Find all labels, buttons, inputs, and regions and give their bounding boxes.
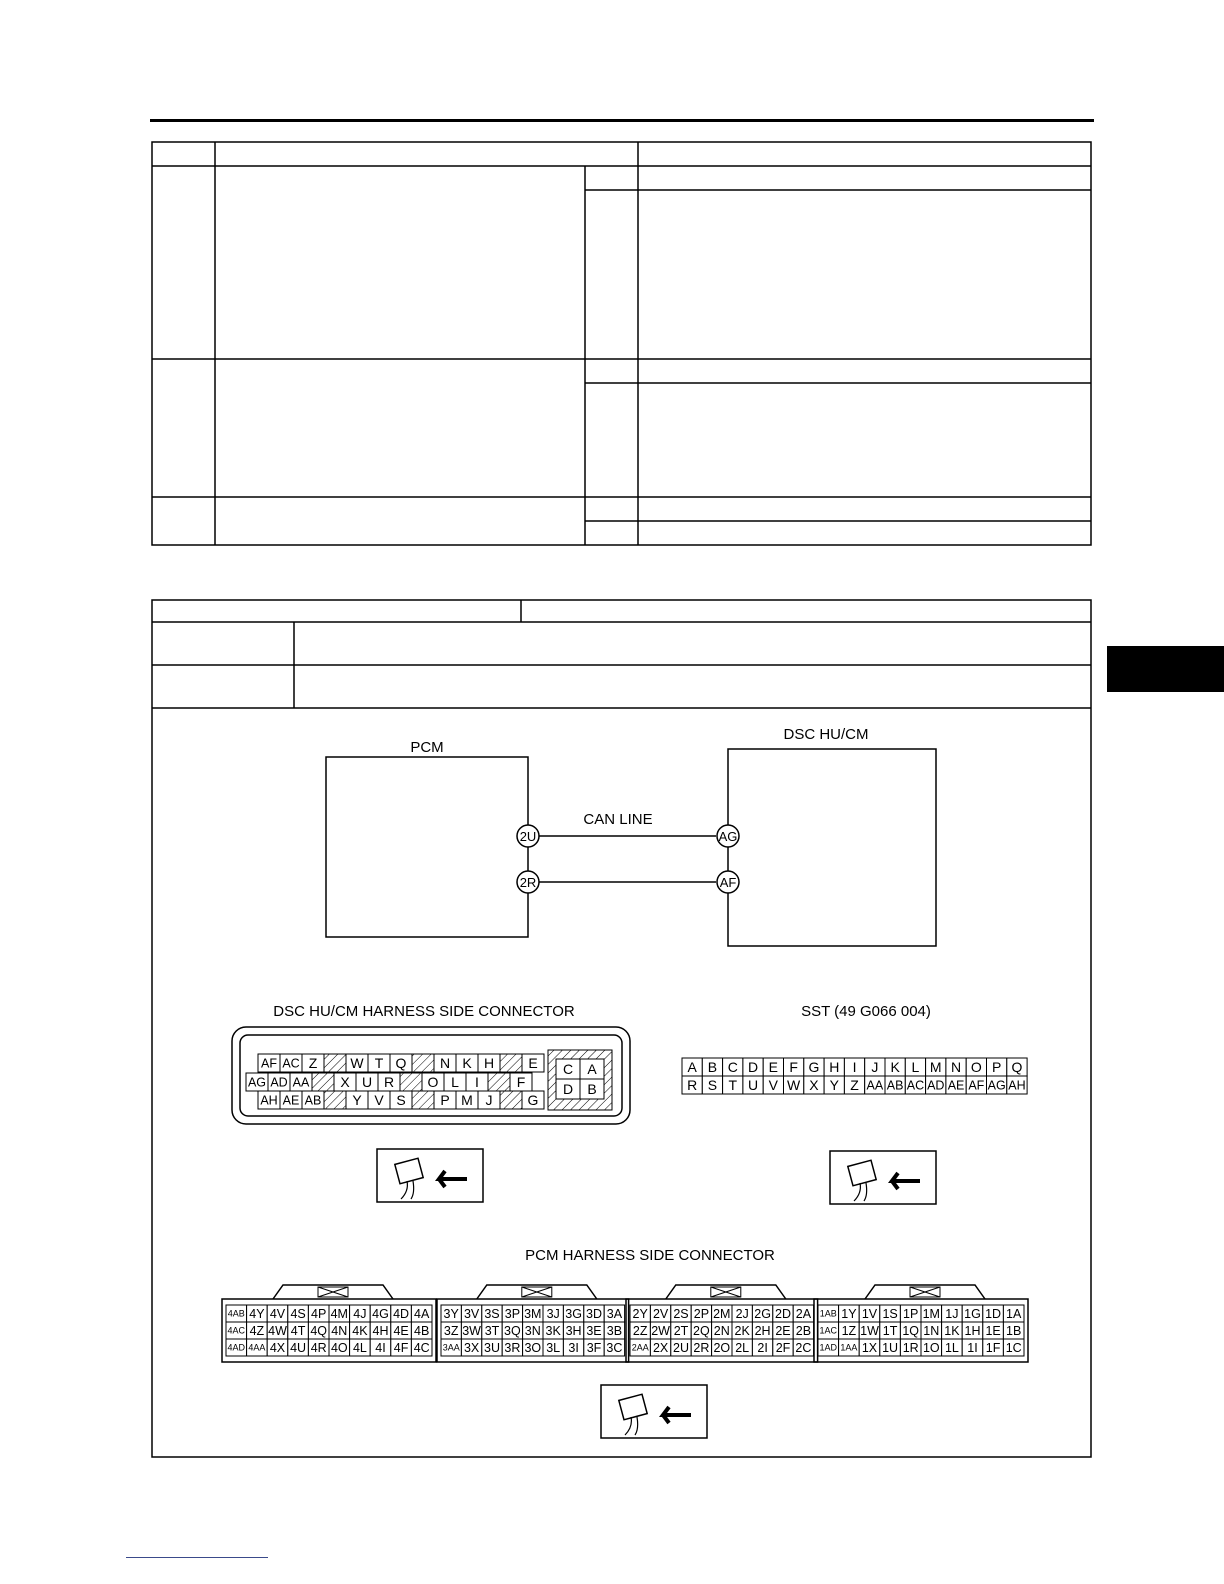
pcm-pin-1i: 1I bbox=[967, 1341, 978, 1355]
pcm-pin-2w: 2W bbox=[651, 1324, 670, 1338]
pcm-pin-1g: 1G bbox=[964, 1307, 981, 1321]
dsc-pin-n: N bbox=[439, 1055, 451, 1072]
sst-pin-ag: AG bbox=[987, 1078, 1006, 1093]
dsc-pin-w: W bbox=[350, 1055, 364, 1072]
pcm-pin-3d: 3D bbox=[586, 1307, 602, 1321]
sst-pin-b: B bbox=[707, 1059, 718, 1076]
can-line-label: CAN LINE bbox=[583, 811, 653, 828]
pcm-pin-2u: 2U bbox=[673, 1341, 689, 1355]
pcm-pin-2r: 2R bbox=[519, 875, 537, 890]
pcm-pin-3r: 3R bbox=[504, 1341, 521, 1355]
sst-pin-f: F bbox=[789, 1059, 798, 1076]
pcm-pin-2b: 2B bbox=[795, 1324, 812, 1338]
pcm-pin-2l: 2L bbox=[735, 1341, 750, 1355]
dsc-pin-l: L bbox=[451, 1074, 459, 1091]
sst-pin-y: Y bbox=[829, 1077, 839, 1094]
pcm-pin-1ab: 1AB bbox=[819, 1308, 837, 1319]
pcm-pin-3z: 3Z bbox=[443, 1324, 459, 1338]
pcm-pin-2x: 2X bbox=[652, 1341, 669, 1355]
pcm-pin-1u: 1U bbox=[882, 1341, 899, 1355]
pcm-pin-1o: 1O bbox=[922, 1341, 940, 1355]
pcm-pin-1f: 1F bbox=[985, 1341, 1001, 1355]
sst-pin-u: U bbox=[747, 1077, 759, 1094]
pcm-pin-4ab: 4AB bbox=[227, 1308, 245, 1319]
sst-pin-j: J bbox=[871, 1059, 879, 1076]
pcm-pin-4y: 4Y bbox=[249, 1307, 265, 1321]
dsc-pin-e: E bbox=[528, 1055, 538, 1072]
pcm-pin-3l: 3L bbox=[546, 1341, 561, 1355]
pcm-pin-4p: 4P bbox=[311, 1307, 327, 1321]
pcm-pin-4u: 4U bbox=[290, 1341, 307, 1355]
pcm-pin-2i: 2I bbox=[757, 1341, 768, 1355]
pcm-pin-1h: 1H bbox=[964, 1324, 981, 1338]
sst-pin-v: V bbox=[768, 1077, 779, 1094]
pcm-pin-4s: 4S bbox=[290, 1307, 306, 1321]
pcm-pin-1e: 1E bbox=[985, 1324, 1001, 1338]
dsc-pin-d: D bbox=[562, 1081, 574, 1098]
pcm-pin-3m: 3M bbox=[524, 1307, 542, 1321]
dsc-pin-aa: AA bbox=[292, 1075, 310, 1090]
pcm-view-box bbox=[601, 1385, 707, 1438]
pcm-pin-4a: 4A bbox=[414, 1307, 430, 1321]
pcm-pin-2s: 2S bbox=[673, 1307, 689, 1321]
pcm-pin-2u: 2U bbox=[519, 829, 537, 844]
sst-pin-r: R bbox=[687, 1077, 698, 1094]
sst-pin-g: G bbox=[808, 1059, 820, 1076]
pcm-pin-2f: 2F bbox=[775, 1341, 791, 1355]
pcm-pin-4z: 4Z bbox=[249, 1324, 265, 1338]
dsc-view-box bbox=[377, 1149, 483, 1202]
pcm-pin-1s: 1S bbox=[882, 1307, 898, 1321]
pcm-pin-3v: 3V bbox=[463, 1307, 480, 1321]
sst-pin-h: H bbox=[829, 1059, 840, 1076]
sst-pin-p: P bbox=[991, 1059, 1002, 1076]
pcm-pin-3g: 3G bbox=[565, 1307, 582, 1321]
sst-pin-ad: AD bbox=[927, 1078, 945, 1093]
pcm-pin-4v: 4V bbox=[269, 1307, 286, 1321]
connector-view-icon bbox=[848, 1160, 920, 1201]
pcm-pin-1b: 1B bbox=[1006, 1324, 1022, 1338]
dsc-connector-pins bbox=[246, 1050, 612, 1110]
pcm-pin-1k: 1K bbox=[944, 1324, 960, 1338]
pcm-pin-1ac: 1AC bbox=[819, 1325, 838, 1336]
dsc-pin-p: P bbox=[440, 1092, 450, 1109]
pcm-connector-title: PCM HARNESS SIDE CONNECTOR bbox=[525, 1247, 775, 1264]
pcm-pin-4ad: 4AD bbox=[227, 1342, 246, 1353]
pcm-pin-1aa: 1AA bbox=[840, 1342, 858, 1353]
sst-pin-l: L bbox=[911, 1059, 920, 1076]
pcm-pin-3i: 3I bbox=[568, 1341, 579, 1355]
pcm-pin-2h: 2H bbox=[754, 1324, 771, 1338]
pcm-pin-4m: 4M bbox=[330, 1307, 348, 1321]
pcm-pin-2a: 2A bbox=[795, 1307, 812, 1321]
sst-pin-aa: AA bbox=[866, 1078, 884, 1093]
pcm-pin-3x: 3X bbox=[463, 1341, 480, 1355]
pcm-pin-1z: 1Z bbox=[841, 1324, 857, 1338]
dsc-pin-q: Q bbox=[395, 1055, 407, 1072]
pcm-pin-1q: 1Q bbox=[902, 1324, 920, 1338]
pcm-pin-2v: 2V bbox=[652, 1307, 669, 1321]
pcm-pin-4t: 4T bbox=[290, 1324, 306, 1338]
sst-pin-a: A bbox=[687, 1059, 697, 1076]
dsc-pin-z: Z bbox=[308, 1055, 318, 1072]
dsc-pin-x: X bbox=[340, 1074, 350, 1091]
pcm-pin-2o: 2O bbox=[713, 1341, 731, 1355]
dsc-pin-af: AF bbox=[719, 875, 737, 890]
pcm-pin-2z: 2Z bbox=[632, 1324, 648, 1338]
pcm-pin-3j: 3J bbox=[546, 1307, 560, 1321]
dsc-pin-a: A bbox=[587, 1061, 597, 1078]
pcm-pin-3c: 3C bbox=[606, 1341, 623, 1355]
pcm-pin-3aa: 3AA bbox=[442, 1342, 460, 1353]
pcm-pin-1d: 1D bbox=[985, 1307, 1002, 1321]
pcm-pin-4q: 4Q bbox=[310, 1324, 328, 1338]
pcm-pin-4b: 4B bbox=[414, 1324, 430, 1338]
sst-pin-ah: AH bbox=[1008, 1078, 1026, 1093]
pcm-pin-4d: 4D bbox=[393, 1307, 410, 1321]
dsc-pin-g: G bbox=[527, 1092, 539, 1109]
sst-pin-d: D bbox=[747, 1059, 759, 1076]
pcm-pin-4l: 4L bbox=[352, 1341, 367, 1355]
dsc-pin-ag: AG bbox=[718, 829, 738, 844]
pcm-pin-4ac: 4AC bbox=[227, 1325, 246, 1336]
sst-pin-z: Z bbox=[850, 1077, 859, 1094]
sst-title: SST (49 G066 004) bbox=[801, 1003, 931, 1020]
sst-pin-t: T bbox=[728, 1077, 738, 1094]
pcm-pin-3f: 3F bbox=[586, 1341, 602, 1355]
dsc-pin-ac: AC bbox=[282, 1056, 300, 1071]
sst-pin-c: C bbox=[727, 1059, 738, 1076]
pcm-pin-1r: 1R bbox=[902, 1341, 919, 1355]
pcm-pin-3e: 3E bbox=[586, 1324, 602, 1338]
sst-pin-e: E bbox=[768, 1059, 779, 1076]
sst-pin-ab: AB bbox=[886, 1078, 904, 1093]
dsc-pin-ad: AD bbox=[270, 1075, 288, 1090]
pcm-pin-2j: 2J bbox=[735, 1307, 749, 1321]
pcm-pin-2d: 2D bbox=[775, 1307, 791, 1321]
pcm-pin-2aa: 2AA bbox=[631, 1342, 649, 1353]
dsc-pin-k: K bbox=[462, 1055, 472, 1072]
pcm-pin-4f: 4F bbox=[393, 1341, 409, 1355]
pcm-pin-2q: 2Q bbox=[693, 1324, 710, 1338]
pcm-title: PCM bbox=[410, 739, 444, 756]
pcm-pin-4e: 4E bbox=[393, 1324, 409, 1338]
pcm-pin-1m: 1M bbox=[922, 1307, 940, 1321]
dsc-pin-ab: AB bbox=[304, 1093, 322, 1108]
pcm-pin-3u: 3U bbox=[484, 1341, 500, 1355]
pcm-pin-4c: 4C bbox=[413, 1341, 430, 1355]
dsc-pin-t: T bbox=[374, 1055, 384, 1072]
dsc-pin-j: J bbox=[485, 1092, 493, 1109]
pcm-pin-2t: 2T bbox=[673, 1324, 689, 1338]
sst-pin-s: S bbox=[707, 1077, 718, 1094]
pcm-pin-2e: 2E bbox=[775, 1324, 791, 1338]
pcm-pin-2r: 2R bbox=[693, 1341, 710, 1355]
pcm-pin-3s: 3S bbox=[484, 1307, 500, 1321]
sst-pin-q: Q bbox=[1011, 1059, 1023, 1076]
dsc-pin-u: U bbox=[361, 1074, 373, 1091]
pcm-pin-1l: 1L bbox=[944, 1341, 959, 1355]
sst-pin-m: M bbox=[929, 1059, 942, 1076]
sst-pins bbox=[682, 1058, 1027, 1094]
dsc-pin-b: B bbox=[587, 1081, 597, 1098]
sst-pin-k: K bbox=[890, 1059, 900, 1076]
pcm-pin-4o: 4O bbox=[330, 1341, 348, 1355]
pcm-pin-1n: 1N bbox=[923, 1324, 940, 1338]
dsc-pin-af: AF bbox=[261, 1056, 277, 1071]
dsc-pin-h: H bbox=[483, 1055, 495, 1072]
pcm-pin-2k: 2K bbox=[734, 1324, 750, 1338]
sst-pin-ae: AE bbox=[947, 1078, 965, 1093]
sst-pin-ac: AC bbox=[906, 1078, 925, 1093]
sst-pin-i: I bbox=[852, 1059, 857, 1076]
dsc-pin-r: R bbox=[383, 1074, 395, 1091]
pcm-pin-1t: 1T bbox=[882, 1324, 898, 1338]
pcm-pin-3w: 3W bbox=[462, 1324, 481, 1338]
pcm-pin-3h: 3H bbox=[565, 1324, 582, 1338]
pcm-pin-1c: 1C bbox=[1005, 1341, 1022, 1355]
pcm-pin-1ad: 1AD bbox=[819, 1342, 838, 1353]
dsc-title: DSC HU/CM bbox=[783, 726, 869, 743]
pcm-connector-pins bbox=[222, 1285, 1028, 1362]
dsc-pin-f: F bbox=[516, 1074, 526, 1091]
pcm-pin-2n: 2N bbox=[713, 1324, 730, 1338]
pcm-pin-3p: 3P bbox=[504, 1307, 521, 1321]
connector-view-icon bbox=[395, 1158, 467, 1199]
dsc-pin-ah: AH bbox=[260, 1093, 278, 1108]
pcm-pin-4r: 4R bbox=[310, 1341, 327, 1355]
pcm-pin-4x: 4X bbox=[269, 1341, 286, 1355]
pcm-pin-4h: 4H bbox=[372, 1324, 389, 1338]
pcm-pin-1w: 1W bbox=[860, 1324, 879, 1338]
pcm-pin-3n: 3N bbox=[524, 1324, 541, 1338]
dsc-pin-c: C bbox=[562, 1061, 574, 1078]
sst-pin-x: X bbox=[809, 1077, 819, 1094]
pcm-pin-2c: 2C bbox=[795, 1341, 812, 1355]
sst-pin-o: O bbox=[970, 1059, 982, 1076]
sst-pin-w: W bbox=[787, 1077, 801, 1094]
pcm-pin-3a: 3A bbox=[606, 1307, 623, 1321]
pcm-pin-4w: 4W bbox=[268, 1324, 287, 1338]
pcm-pin-4n: 4N bbox=[331, 1324, 348, 1338]
pcm-pin-3q: 3Q bbox=[504, 1324, 521, 1338]
sst-pin-af: AF bbox=[968, 1078, 985, 1093]
pcm-pin-4k: 4K bbox=[352, 1324, 368, 1338]
pcm-pin-2g: 2G bbox=[754, 1307, 771, 1321]
sst-view-box bbox=[830, 1151, 936, 1204]
pcm-pin-2p: 2P bbox=[693, 1307, 710, 1321]
pcm-pin-3y: 3Y bbox=[443, 1307, 459, 1321]
pcm-pin-1j: 1J bbox=[945, 1307, 959, 1321]
sst-pin-n: N bbox=[950, 1059, 962, 1076]
pcm-pin-1y: 1Y bbox=[841, 1307, 857, 1321]
pcm-pin-3o: 3O bbox=[524, 1341, 542, 1355]
connector-view-icon bbox=[619, 1394, 691, 1435]
pcm-pin-2y: 2Y bbox=[632, 1307, 648, 1321]
dsc-pin-y: Y bbox=[352, 1092, 362, 1109]
pcm-pin-1v: 1V bbox=[861, 1307, 878, 1321]
pcm-pin-3k: 3K bbox=[545, 1324, 561, 1338]
dsc-pin-i: I bbox=[475, 1074, 479, 1091]
pcm-pin-4j: 4J bbox=[353, 1307, 367, 1321]
pcm-pin-3b: 3B bbox=[606, 1324, 623, 1338]
dsc-pin-v: V bbox=[374, 1092, 384, 1109]
pcm-pin-3t: 3T bbox=[484, 1324, 500, 1338]
pcm-pin-1p: 1P bbox=[903, 1307, 919, 1321]
pcm-pin-1x: 1X bbox=[861, 1341, 878, 1355]
dsc-pin-o: O bbox=[427, 1074, 439, 1091]
dsc-pin-s: S bbox=[396, 1092, 406, 1109]
pcm-pin-2m: 2M bbox=[713, 1307, 731, 1321]
pcm-pin-4i: 4I bbox=[375, 1341, 386, 1355]
dsc-pin-ag: AG bbox=[247, 1075, 267, 1090]
pcm-pin-4g: 4G bbox=[372, 1307, 389, 1321]
dsc-connector-title: DSC HU/CM HARNESS SIDE CONNECTOR bbox=[273, 1003, 575, 1020]
dsc-pin-m: M bbox=[461, 1092, 473, 1109]
pcm-pin-4aa: 4AA bbox=[248, 1342, 266, 1353]
pcm-pin-1a: 1A bbox=[1006, 1307, 1022, 1321]
dsc-pin-ae: AE bbox=[282, 1093, 300, 1108]
